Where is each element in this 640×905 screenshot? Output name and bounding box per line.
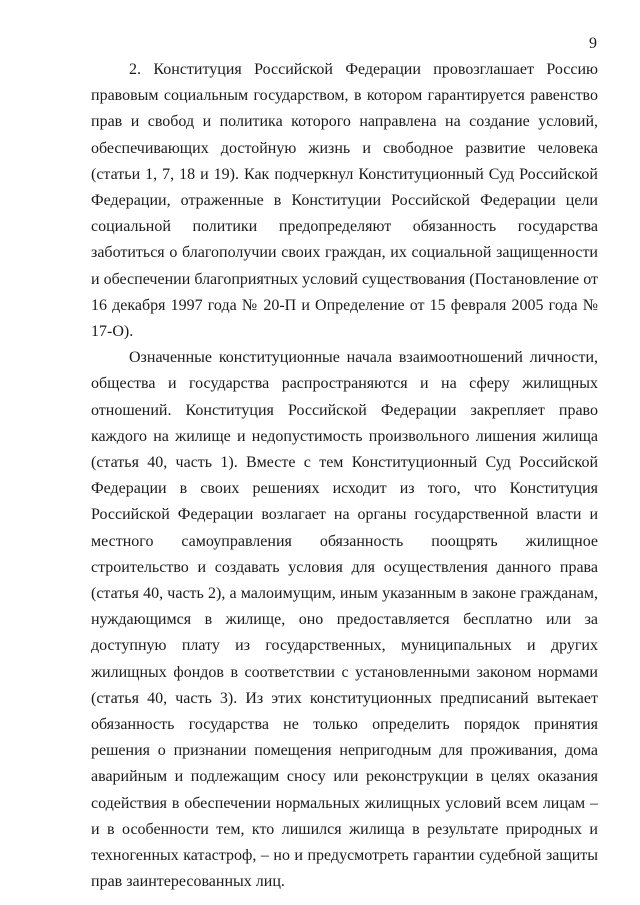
paragraph-housing-rights: Означенные конституционные начала взаимоотношений личности, общества и государства распространяются и на сферу жилищных отношений. Конституция Российской Федерации закрепляет право каждого на жилище и недопустимость произвольного лишения жилища (статья 40, часть 1). Вместе с тем Конституционный Суд Российской Федерации в своих решениях исходит из того, что Конституция Российской Федерации возлагает на органы государственной власти и местного самоуправления обязанность поощрять жилищное строительство и создавать условия для осуществления данного права (статья 40, часть 2), а малоимущим, иным указанным в законе гражданам, нуждающимся в жилище, оно предоставляется бесплатно или за доступную плату из государственных, муниципальных и других жилищных фондов в соответствии с установленными законом нормами (статья 40, часть 3). Из этих конституционных предписаний вытекает обязанность государства не только определить порядок принятия решения о признании помещения непригодным для проживания, дома аварийным и подлежащим сносу или реконструкции в целях оказания содействия в обеспечении нормальных жилищных условий всем лицам – и в особенности тем, кто лишился жилища в результате природных и техногенных катастроф, – но и предусмотреть гарантии судебной защиты прав заинтересованных лиц.	[91, 349, 598, 891]
paragraph-constitution-social-state: 2. Конституция Российской Федерации провозглашает Россию правовым социальным государством, в котором гарантируется равенство прав и свобод и политика которого направлена на создание условий, обеспечивающих достойную жизнь и свободное развитие человека (статьи 1, 7, 18 и 19). Как подчеркнул Конституционный Суд Российской Федерации, отраженные в Конституции Российской Федерации цели социальной политики предопределяют обязанность государства заботиться о благополучии своих граждан, их социальной защищенности и обеспечении благоприятных условий существования (Постановление от 16 декабря 1997 года № 20-П и Определение от 15 февраля 2005 года № 17-О).	[91, 61, 598, 341]
body-text	[91, 57, 598, 896]
page-number: 9	[589, 35, 597, 52]
